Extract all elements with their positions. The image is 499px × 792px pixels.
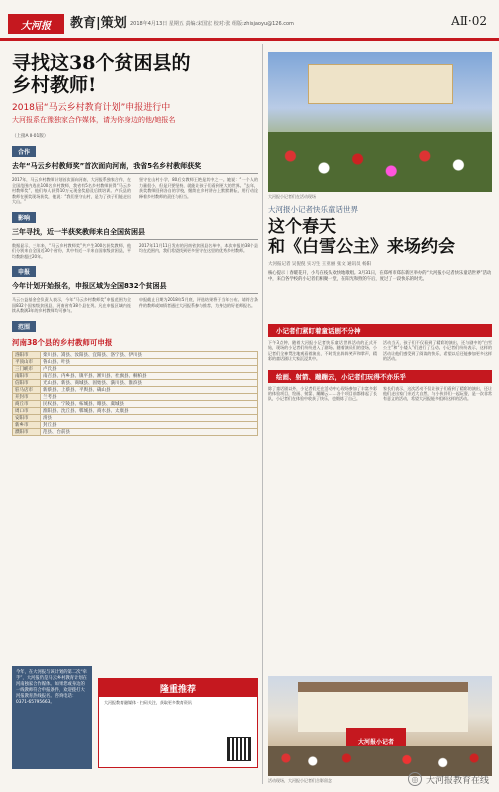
left-article xyxy=(12,52,258,777)
headline-line-1: 这个春天 xyxy=(268,217,336,237)
right-article xyxy=(268,44,492,784)
banner: 大河报小记者 xyxy=(346,728,406,754)
section-scope xyxy=(12,314,258,436)
county-cell: 民权县、宁陵县、柘城县、睢县、虞城县 xyxy=(41,400,258,407)
county-cell: 光山县、新县、商城县、固始县、潢川县、淮滨县 xyxy=(41,379,258,386)
article-header xyxy=(268,204,492,283)
city-cell: 平顶山市 xyxy=(13,358,41,365)
table-row xyxy=(13,372,258,379)
table-row xyxy=(13,400,258,407)
column-divider xyxy=(262,44,263,784)
table-row xyxy=(13,428,258,435)
section-heading: 三年寻找，近一半获奖教师来自全国贫困县 xyxy=(12,227,258,240)
section-tag: 影响 xyxy=(12,212,36,223)
city-cell: 濮阳市 xyxy=(13,428,41,435)
watermark-text: 大河报教育在线 xyxy=(425,775,489,786)
photo-caption: 活动现场，大河报小记者们合影留念 xyxy=(268,778,332,783)
city-cell: 信阳市 xyxy=(13,379,41,386)
body-text: 马云公益基金会负责人表示，今年“马云乡村教师奖”申报范围为全国832个国家级贫困县，河南省有38个县在列。凡在申报区域内连续从教满3年的乡村教师均可参与。 xyxy=(12,297,131,313)
table-row xyxy=(13,365,258,372)
county-cell: 卢氏县 xyxy=(41,365,258,372)
table-row xyxy=(13,379,258,386)
city-cell: 开封市 xyxy=(13,393,41,400)
section-heading: 去年“马云乡村教师奖”首次面向河南，我省5名乡村教师获奖 xyxy=(12,161,258,174)
body-text: 坚守在山村小学，80后女教师王艳是其中之一。她说：“一个人的力量很小，但是只要坚持，就能让孩子们看到更大的世界。”去年，获奖教师回到各自的学校，继续在乡村讲台上默默耕耘，用行动诠释着乡村教师的责任与担当。 xyxy=(139,177,258,199)
table-row xyxy=(13,407,258,414)
city-cell: 三门峡市 xyxy=(13,365,41,372)
table-row xyxy=(13,351,258,358)
county-cell: 滑县 xyxy=(41,414,258,421)
county-cell: 新蔡县、上蔡县、平舆县、确山县 xyxy=(41,386,258,393)
continued-from: （上接A Ⅱ·01版） xyxy=(12,134,49,139)
event-photo xyxy=(268,52,492,192)
city-cell: 周口市 xyxy=(13,407,41,414)
promo-box: 今年，在大河报与该计划的第二次“牵手”，大河报仍是马云乡村教育计划在河南独家合作媒体。如果您或身边的一线教师符合申报条件，欢迎拨打大河报教育热线报名。咨询电话：0371-65795663。 xyxy=(12,666,92,769)
body-text: 活动当天，孩子们不仅看到了精彩的演出，还与剧中的“白雪公主”和“小矮人”们进行了互动。小记者们纷纷表示，这样的活动让他们感受到了阅读的快乐，希望以后还能参加更多这样的活动。 xyxy=(383,340,492,362)
city-cell: 南阳市 xyxy=(13,372,41,379)
crowd-image xyxy=(268,132,492,192)
byline: 大河报记者 吴倪倪 实习生 王亚丽 张文 通讯员 杨阳 xyxy=(268,262,372,267)
page-header xyxy=(0,0,499,44)
county-cell: 栾川县、嵩县、汝阳县、宜阳县、洛宁县、伊川县 xyxy=(41,351,258,358)
headline-line-1: 寻找这38个贫困县的 xyxy=(12,52,191,74)
body-text: 除了童话剧以外，小记者们还在活动中心现场参加了丰富多彩的体验项目，绘画、射箭、蹦蹦云……各个项目前都排起了长队，小记者们在体验中收获了快乐，也锻炼了自己。 xyxy=(268,385,377,402)
newspaper-logo: 大河报 xyxy=(8,14,64,34)
body-text: 2017年11月11日发布的河南省贫困县名单中，本次申报的38个县均在范围内，我们希望找到更多坚守在这里的优秀乡村教师。 xyxy=(139,242,258,253)
section-impact xyxy=(12,205,258,260)
city-cell: 新乡市 xyxy=(13,421,41,428)
county-cell: 范县、台前县 xyxy=(41,428,258,435)
section-tag: 范围 xyxy=(12,321,36,332)
subheadline: 2018届“马云乡村教育计划”申报进行中 xyxy=(12,103,171,113)
kicker: 大河报小记者快乐童话世界 xyxy=(268,205,358,214)
city-cell: 洛阳市 xyxy=(13,351,41,358)
table-row xyxy=(13,393,258,400)
city-cell: 安阳市 xyxy=(13,414,41,421)
headline-line-2: 和《白雪公主》来场约会 xyxy=(268,237,455,257)
section-bar: 小记者们紧盯着童话剧不分神 xyxy=(268,324,492,337)
lead-paragraph: 核心提示｜春暖花开，小鸟在枝头欢快地歌唱。3月31日，在郑州市郑东新区举办的“大河报小记者快乐童话世界”活动中，来自各学校的小记者们相聚一堂，在阳光和煦的午后，度过了一段快乐的时光。 xyxy=(268,271,492,282)
body-text: 家长们表示，这次活动不仅让孩子们看到了精彩的演出，还让他们走出家门亲近大自然，与小伙伴们一起玩耍，是一次非常有意义的活动，希望大河报能多组织这样的活动。 xyxy=(383,385,492,402)
county-cell: 兰考县 xyxy=(41,393,258,400)
body-text: 数据显示，三年来，“马云乡村教师奖”共产生300名获奖教师，他们分别来自全国近30个省份，其中有近一半来自国家级贫困县，平均教龄超过20年。 xyxy=(12,242,131,259)
ad-body: 大河报教育融媒体 · 扫码关注，获取更多教育资讯 xyxy=(104,700,192,705)
headline-line-2: 乡村教师! xyxy=(12,74,97,96)
body-text: 2017年，马云乡村教师计划首次面向河南，大河报系独家合作，在全国范围内选出100名乡村教师，我省有5名乡村教师获得“马云乡村教师奖”，他们每人获得10万元现金奖励及后续培训。卢氏县的教师在颁奖现场获奖，他说：“我们坚守山村，是为了孩子们能走出大山。” xyxy=(12,177,131,204)
table-title: 河南38个县的乡村教师可申报 xyxy=(12,337,113,347)
table-row xyxy=(13,358,258,365)
photo-caption: 大河报小记者们在活动现场 xyxy=(268,194,316,199)
building-image xyxy=(298,682,468,732)
table-row xyxy=(13,421,258,428)
body-text: 申报截止日期为2018年5月底，评选结果将于当年公布。请符合条件的教师或知情者通过大河报系参与推荐，为身边的好老师报名。 xyxy=(139,297,258,308)
section-cooperation xyxy=(12,139,258,205)
advertisement xyxy=(98,678,258,768)
county-cell: 鲁山县、叶县 xyxy=(41,358,258,365)
section-tag: 申报 xyxy=(12,266,36,277)
issue-line: 2018年4月13日 星期五 责编:宋国宏 校对:张 组版:zhisjaoyu@126.com xyxy=(130,21,294,27)
table-row xyxy=(13,386,258,393)
header-rule xyxy=(0,38,499,41)
article-body xyxy=(268,324,492,402)
wechat-icon: ◎ xyxy=(408,772,422,786)
body-text: 下午3点钟，随着大河报小记者快乐童话世界活动的正式开始，现场的小记者们纷纷进入了剧场。随着演员们的登场，小记者们全神贯注地观看着演出，不时发出阵阵笑声和掌声，精彩的童话剧让大家沉浸其中。 xyxy=(268,340,377,362)
group-photo xyxy=(268,676,492,776)
section-bar: 绘画、射箭、蹦蹦云，小记者们玩得不亦乐乎 xyxy=(268,370,492,383)
county-cell: 南召县、内乡县、镇平县、淅川县、社旗县、桐柏县 xyxy=(41,372,258,379)
table-row xyxy=(13,414,258,421)
city-cell: 商丘市 xyxy=(13,400,41,407)
subheadline-2: 大河报系在豫独家合作媒体，请为你身边的他/她报名 xyxy=(12,116,176,124)
ad-title: 隆重推荐 xyxy=(99,679,257,697)
section-title: 教育|策划 xyxy=(70,16,127,31)
stage-backdrop xyxy=(308,64,453,104)
section-heading: 今年计划开始报名，申报区域为全国832个贫困县 xyxy=(12,281,258,294)
county-table xyxy=(12,351,258,436)
section-apply xyxy=(12,259,258,314)
city-cell: 驻马店市 xyxy=(13,386,41,393)
page-number: AⅡ·02 xyxy=(451,14,487,28)
county-cell: 封丘县 xyxy=(41,421,258,428)
section-tag: 合作 xyxy=(12,146,36,157)
county-cell: 淮阳县、沈丘县、郸城县、商水县、太康县 xyxy=(41,407,258,414)
qr-code-icon xyxy=(227,737,251,761)
watermark xyxy=(408,772,489,786)
